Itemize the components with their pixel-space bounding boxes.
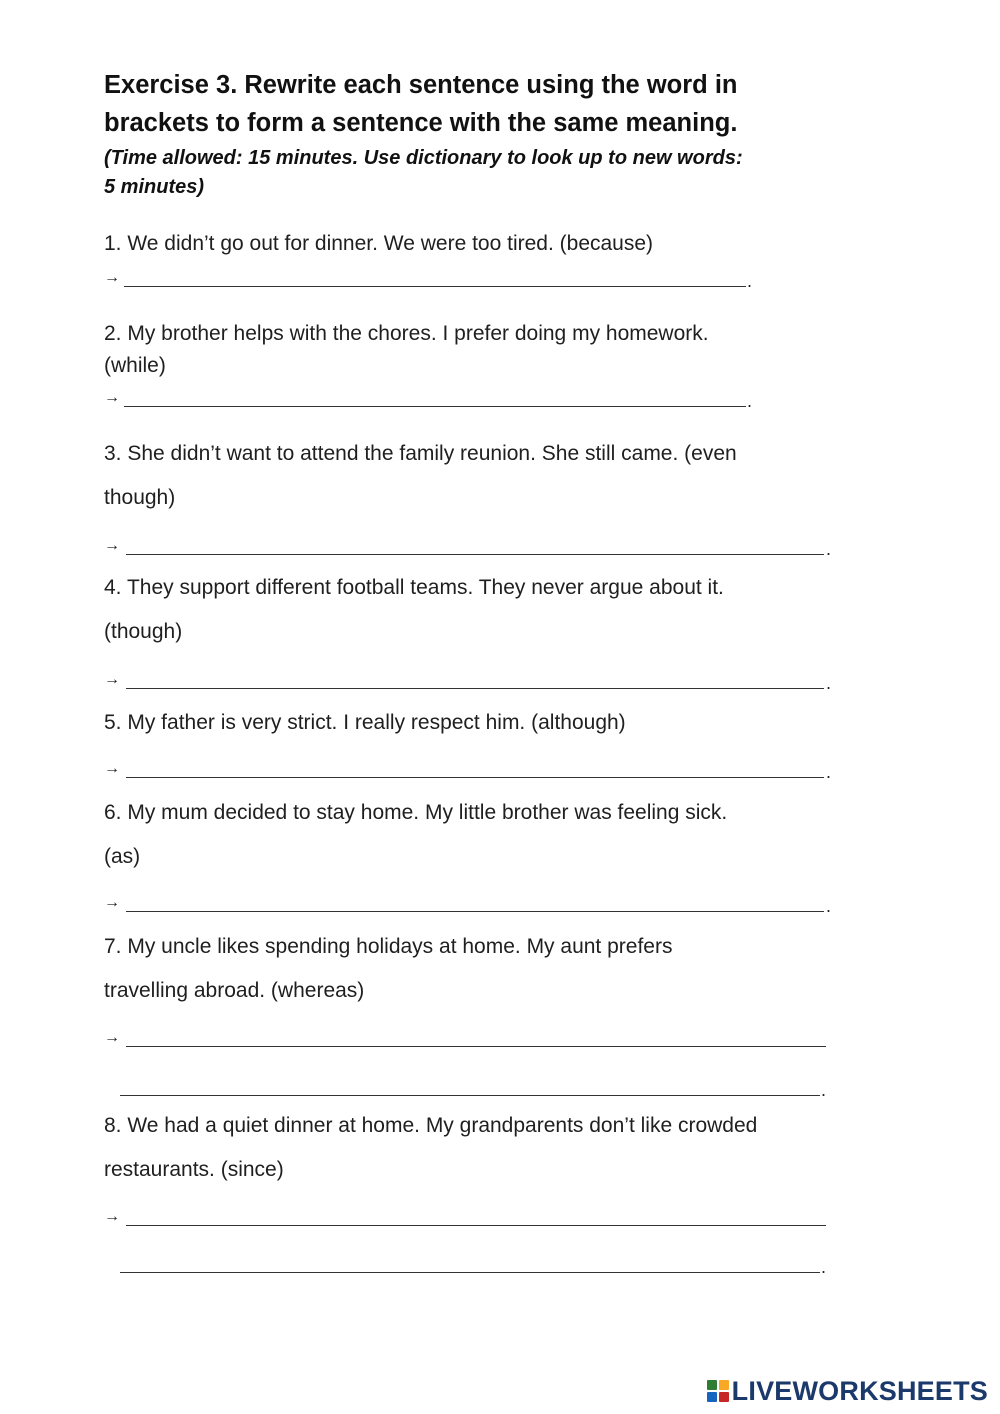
answer-blank-6[interactable] bbox=[126, 911, 824, 912]
arrow-icon: → bbox=[104, 760, 120, 777]
title-line-2: brackets to form a sentence with the same meaning. bbox=[104, 109, 738, 137]
question-6-text-cont: (as) bbox=[104, 845, 141, 868]
question-3-text: 3. She didn’t want to attend the family reunion. She still came. (even bbox=[104, 442, 737, 465]
question-8-text-cont: restaurants. (since) bbox=[104, 1158, 284, 1181]
answer-period: . bbox=[826, 539, 832, 559]
answer-6 bbox=[104, 893, 864, 917]
answer-3 bbox=[104, 536, 864, 560]
instructions-line-2: 5 minutes) bbox=[104, 176, 205, 198]
question-2-text: 2. My brother helps with the chores. I prefer doing my homework. bbox=[104, 322, 709, 345]
question-8-text: 8. We had a quiet dinner at home. My grandparents don’t like crowded bbox=[104, 1114, 758, 1137]
answer-period: . bbox=[826, 762, 832, 782]
arrow-icon: → bbox=[104, 537, 120, 554]
arrow-icon: → bbox=[104, 1029, 120, 1046]
answer-7-cont bbox=[104, 1077, 864, 1101]
exercise-title bbox=[104, 66, 864, 142]
answer-period: . bbox=[821, 1080, 827, 1100]
title-line-1: Exercise 3. Rewrite each sentence using the word in bbox=[104, 71, 738, 99]
liveworksheets-logo bbox=[707, 1376, 988, 1406]
question-2-text-cont: (while) bbox=[104, 354, 166, 377]
question-6-text: 6. My mum decided to stay home. My little brother was feeling sick. bbox=[104, 801, 728, 824]
answer-blank-3[interactable] bbox=[126, 554, 824, 555]
answer-period: . bbox=[826, 673, 832, 693]
arrow-icon: → bbox=[104, 269, 120, 286]
answer-5 bbox=[104, 759, 864, 783]
question-3-text-cont: though) bbox=[104, 486, 176, 509]
question-1-text: 1. We didn’t go out for dinner. We were too tired. (because) bbox=[104, 232, 654, 255]
answer-1 bbox=[104, 268, 864, 292]
brand-name: LIVEWORKSHEETS bbox=[731, 1375, 988, 1406]
arrow-icon: → bbox=[104, 671, 120, 688]
answer-blank-8b[interactable] bbox=[120, 1272, 820, 1273]
instructions-line-1: (Time allowed: 15 minutes. Use dictionary to look up to new words: bbox=[104, 147, 743, 169]
answer-period: . bbox=[747, 391, 753, 411]
question-5-text: 5. My father is very strict. I really respect him. (although) bbox=[104, 711, 626, 734]
liveworksheets-logo-icon bbox=[707, 1380, 729, 1402]
question-4-text-cont: (though) bbox=[104, 620, 183, 643]
answer-4 bbox=[104, 670, 864, 694]
answer-7 bbox=[104, 1028, 864, 1052]
arrow-icon: → bbox=[104, 1208, 120, 1225]
answer-8 bbox=[104, 1207, 864, 1231]
answer-period: . bbox=[826, 896, 832, 916]
question-7-text: 7. My uncle likes spending holidays at home. My aunt prefers bbox=[104, 935, 673, 958]
answer-2 bbox=[104, 388, 864, 412]
answer-blank-7b[interactable] bbox=[120, 1095, 820, 1096]
answer-8-cont bbox=[104, 1254, 864, 1278]
answer-blank-8a[interactable] bbox=[126, 1225, 826, 1226]
answer-blank-4[interactable] bbox=[126, 688, 824, 689]
answer-period: . bbox=[821, 1257, 827, 1277]
question-4-text: 4. They support different football teams. They never argue about it. bbox=[104, 576, 724, 599]
exercise-instructions bbox=[104, 144, 864, 202]
answer-period: . bbox=[747, 271, 753, 291]
answer-blank-7a[interactable] bbox=[126, 1046, 826, 1047]
exercise-header bbox=[104, 66, 864, 202]
question-7-text-cont: travelling abroad. (whereas) bbox=[104, 979, 365, 1002]
arrow-icon: → bbox=[104, 389, 120, 406]
answer-blank-1[interactable] bbox=[124, 286, 746, 287]
arrow-icon: → bbox=[104, 894, 120, 911]
answer-blank-5[interactable] bbox=[126, 777, 824, 778]
answer-blank-2[interactable] bbox=[124, 406, 746, 407]
